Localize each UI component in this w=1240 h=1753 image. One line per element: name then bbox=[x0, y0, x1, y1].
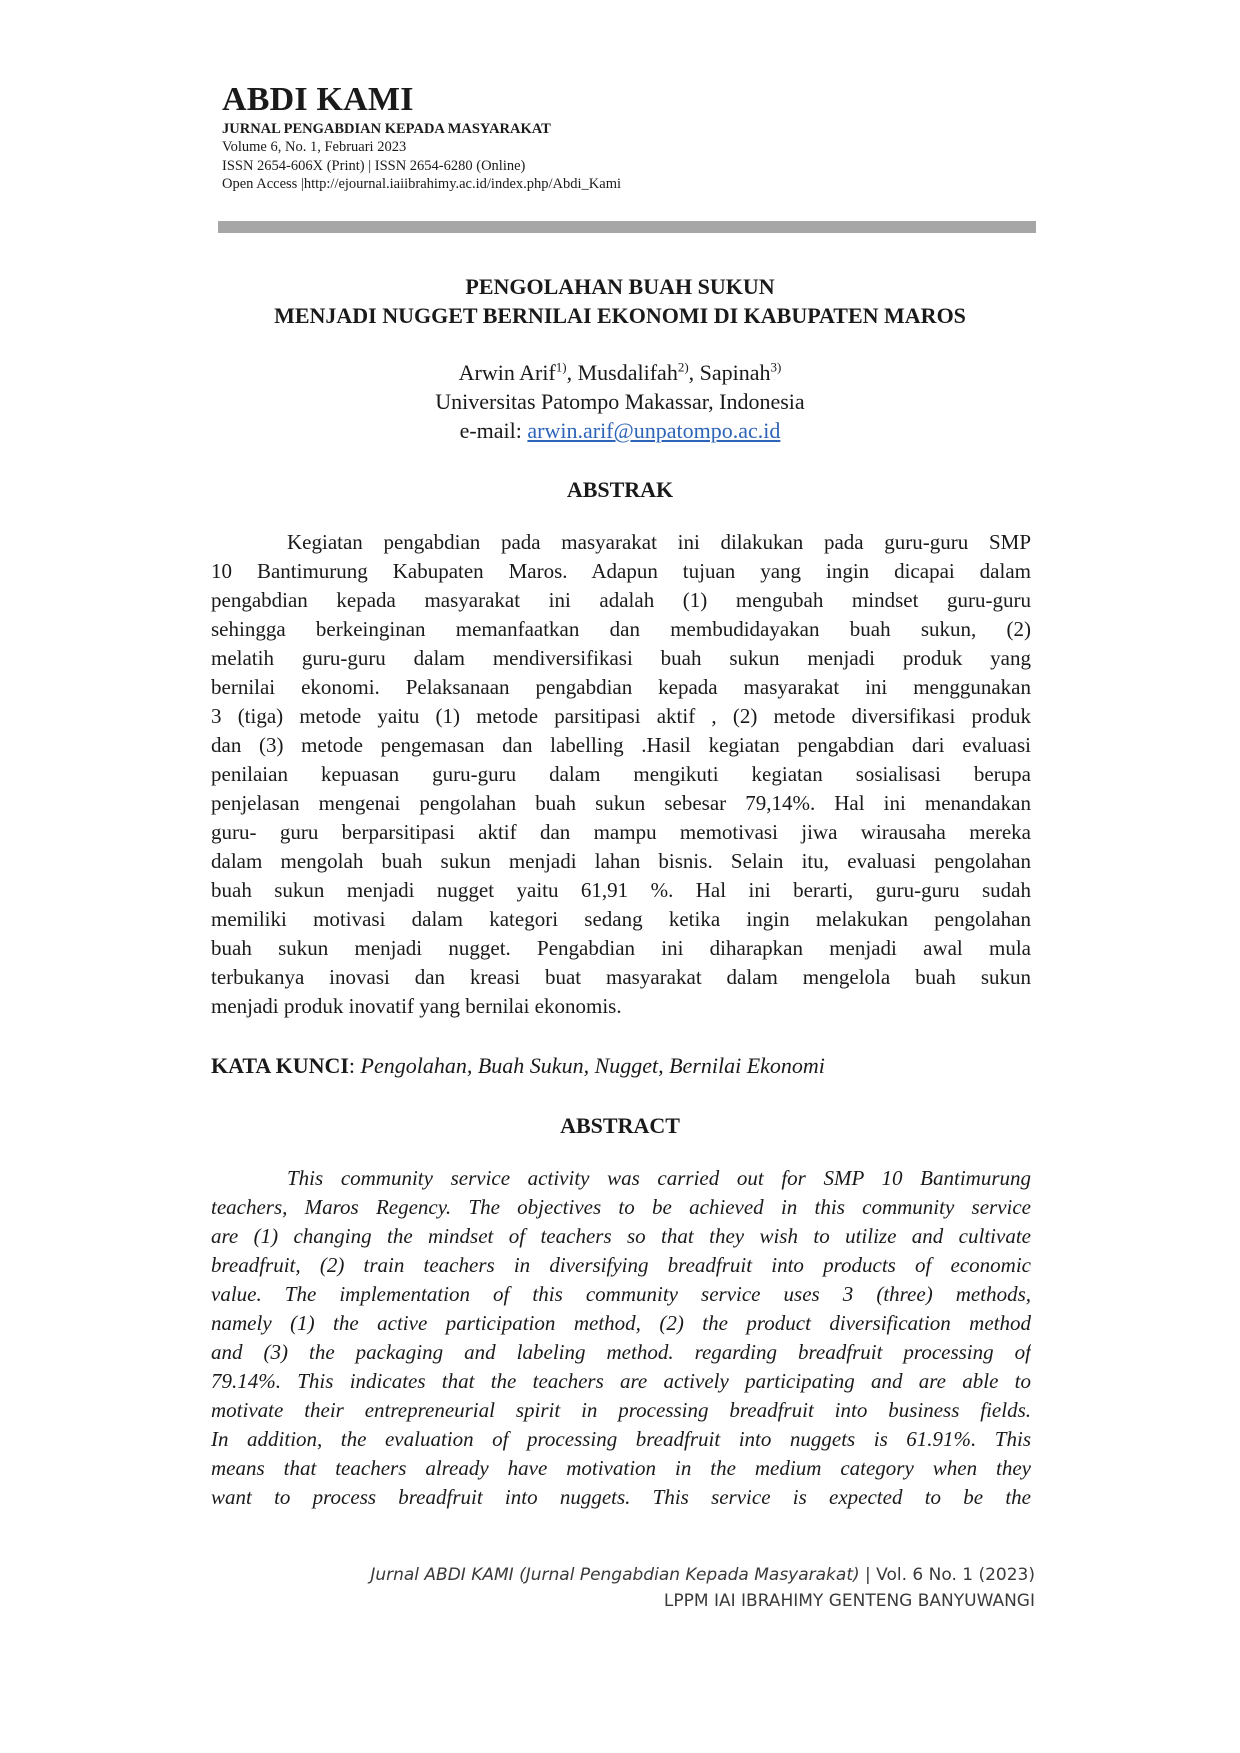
abstract-line: want to process breadfruit into nuggets. This service is expected to be the bbox=[211, 1485, 1031, 1509]
abstract-line: namely (1) the active participation method, (2) the product diversification method bbox=[211, 1311, 1031, 1335]
abstrak-line: terbukanya inovasi dan kreasi buat masyarakat dalam mengelola buah sukun bbox=[211, 965, 1031, 989]
journal-name: ABDI KAMI bbox=[222, 81, 414, 118]
keywords bbox=[211, 1052, 1031, 1080]
footer-publisher: LPPM IAI IBRAHIMY GENTENG BANYUWANGI bbox=[663, 1591, 1035, 1611]
abstrak-line: memiliki motivasi dalam kategori sedang ketika ingin melakukan pengolahan bbox=[211, 907, 1031, 931]
article-title-line-1: PENGOLAHAN BUAH SUKUN bbox=[465, 274, 775, 299]
abstract-line: means that teachers already have motivation in the medium category when they bbox=[211, 1456, 1031, 1480]
abstrak-line: penilaian kepuasan guru-guru dalam mengikuti kegiatan sosialisasi berupa bbox=[211, 762, 1031, 786]
abstract-heading: ABSTRACT bbox=[560, 1113, 680, 1138]
author-1: Arwin Arif bbox=[458, 360, 556, 385]
footer-journal-ref bbox=[370, 1562, 1035, 1588]
page-footer bbox=[370, 1562, 1035, 1614]
email-label: e-mail: bbox=[459, 418, 528, 443]
abstrak-line: 3 (tiga) metode yaitu (1) metode parsitipasi aktif , (2) metode diversifikasi produk bbox=[211, 704, 1031, 728]
journal-header bbox=[222, 80, 1042, 194]
abstract-line: This community service activity was carried out for SMP 10 Bantimurung bbox=[287, 1166, 1031, 1190]
abstrak-line: dalam mengolah buah sukun menjadi lahan bisnis. Selain itu, evaluasi pengolahan bbox=[211, 849, 1031, 873]
abstract-line: 79.14%. This indicates that the teachers are actively participating and are able to bbox=[211, 1369, 1031, 1393]
abstrak-line: buah sukun menjadi nugget yaitu 61,91 %. Hal ini berarti, guru-guru sudah bbox=[211, 878, 1031, 902]
abstract-line: In addition, the evaluation of processing breadfruit into nuggets is 61.91%. This bbox=[211, 1427, 1031, 1451]
footer-volume: | Vol. 6 No. 1 (2023) bbox=[859, 1565, 1035, 1585]
abstrak-line: melatih guru-guru dalam mendiversifikasi buah sukun menjadi produk yang bbox=[211, 646, 1031, 670]
author-separator: , bbox=[688, 360, 700, 385]
author-block bbox=[150, 358, 1090, 445]
email-line bbox=[150, 416, 1090, 445]
journal-open-access: Open Access |http://ejournal.iaiibrahimy.ac.id/index.php/Abdi_Kami bbox=[222, 176, 622, 192]
abstract-line: motivate their entrepreneurial spirit in processing breadfruit into business fields. bbox=[211, 1398, 1031, 1422]
abstract-body bbox=[211, 1164, 1031, 1512]
author-3: Sapinah bbox=[699, 360, 771, 385]
abstract-line: breadfruit, (2) train teachers in diversifying breadfruit into products of economic bbox=[211, 1253, 1031, 1277]
abstract-line: and (3) the packaging and labeling method. regarding breadfruit processing of bbox=[211, 1340, 1031, 1364]
keywords-label: KATA KUNCI bbox=[211, 1053, 349, 1078]
article-title bbox=[150, 272, 1090, 330]
author-separator: , bbox=[566, 360, 578, 385]
abstrak-body bbox=[211, 528, 1031, 1021]
article-title-line-2: MENJADI NUGGET BERNILAI EKONOMI DI KABUPATEN MAROS bbox=[274, 303, 966, 328]
abstract-line: teachers, Maros Regency. The objectives to be achieved in this community service bbox=[211, 1195, 1031, 1219]
author-2: Musdalifah bbox=[577, 360, 678, 385]
footer-journal-name: Jurnal ABDI KAMI (Jurnal Pengabdian Kepada Masyarakat) bbox=[370, 1565, 860, 1585]
author-2-affil: 2) bbox=[677, 359, 689, 375]
journal-subtitle: JURNAL PENGABDIAN KEPADA MASYARAKAT bbox=[222, 121, 551, 137]
journal-issn: ISSN 2654-606X (Print) | ISSN 2654-6280 (Online) bbox=[222, 157, 526, 174]
abstrak-line: pengabdian kepada masyarakat ini adalah (1) mengubah mindset guru-guru bbox=[211, 588, 1031, 612]
abstract-line: value. The implementation of this community service uses 3 (three) methods, bbox=[211, 1282, 1031, 1306]
abstrak-line: guru- guru berparsitipasi aktif dan mampu memotivasi jiwa wirausaha mereka bbox=[211, 820, 1031, 844]
keywords-value: Pengolahan, Buah Sukun, Nugget, Bernilai Ekonomi bbox=[360, 1053, 825, 1078]
header-divider bbox=[218, 221, 1036, 233]
abstrak-line: sehingga berkeinginan memanfaatkan dan membudidayakan buah sukun, (2) bbox=[211, 617, 1031, 641]
keywords-separator: : bbox=[348, 1053, 361, 1078]
abstrak-heading: ABSTRAK bbox=[566, 477, 674, 502]
author-1-affil: 1) bbox=[555, 359, 567, 375]
abstract-line: are (1) changing the mindset of teachers so that they wish to utilize and cultivate bbox=[211, 1224, 1031, 1248]
abstrak-line: Kegiatan pengabdian pada masyarakat ini dilakukan pada guru-guru SMP bbox=[287, 530, 1031, 554]
abstrak-line: 10 Bantimurung Kabupaten Maros. Adapun tujuan yang ingin dicapai dalam bbox=[211, 559, 1031, 583]
affiliation: Universitas Patompo Makassar, Indonesia bbox=[435, 389, 805, 414]
author-3-affil: 3) bbox=[770, 359, 782, 375]
abstrak-line: penjelasan mengenai pengolahan buah sukun sebesar 79,14%. Hal ini menandakan bbox=[211, 791, 1031, 815]
abstrak-line: buah sukun menjadi nugget. Pengabdian ini diharapkan menjadi awal mula bbox=[211, 936, 1031, 960]
abstrak-line: bernilai ekonomi. Pelaksanaan pengabdian kepada masyarakat ini menggunakan bbox=[211, 675, 1031, 699]
email-link[interactable]: arwin.arif@unpatompo.ac.id bbox=[527, 418, 781, 443]
author-names bbox=[150, 358, 1090, 387]
journal-volume: Volume 6, No. 1, Februari 2023 bbox=[222, 139, 407, 155]
abstrak-line: menjadi produk inovatif yang bernilai ekonomis. bbox=[211, 994, 622, 1018]
abstrak-line: dan (3) metode pengemasan dan labelling .Hasil kegiatan pengabdian dari evaluasi bbox=[211, 733, 1031, 757]
